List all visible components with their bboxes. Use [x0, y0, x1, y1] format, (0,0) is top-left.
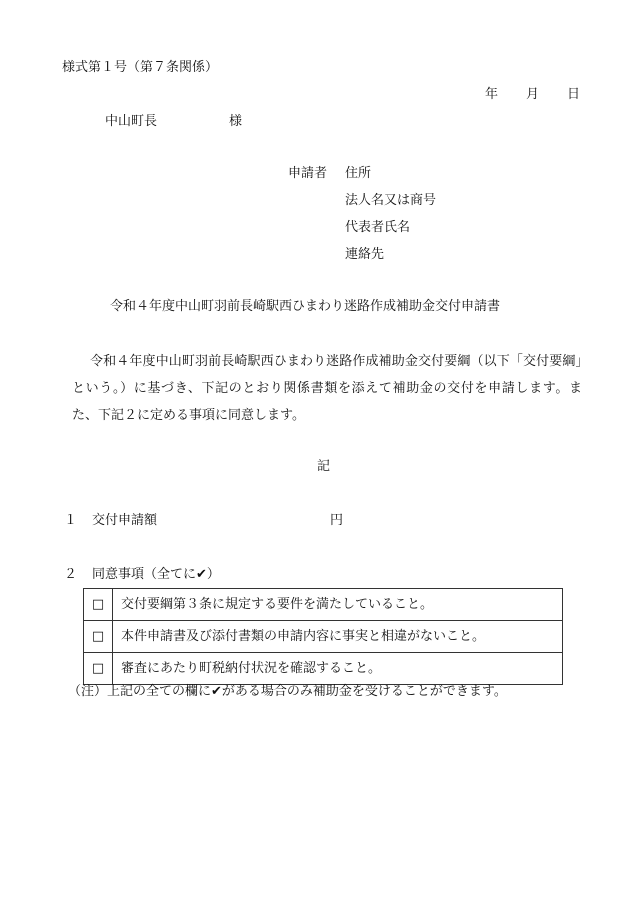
body-paragraph: 令和４年度中山町羽前長崎駅西ひまわり迷路作成補助金交付要綱（以下「交付要綱」という。）に基づき、下記のとおり関係書類を添えて補助金の交付を申請します。また、下記２に定める事項に同意します。 [72, 354, 582, 423]
consent-row [84, 589, 563, 621]
consent-row [84, 653, 563, 685]
consent-checkbox[interactable]: □ [84, 621, 113, 653]
item1-number: １ [64, 513, 78, 528]
item-application-amount [64, 512, 343, 530]
applicant-label: 申請者 [288, 166, 328, 181]
consent-text: 本件申請書及び添付書類の申請内容に事実と相違がないこと。 [113, 621, 563, 653]
footnote: （注）上記の全ての欄に✔がある場合のみ補助金を受けることができます。 [68, 684, 507, 699]
date-line [485, 86, 580, 104]
item2-number: ２ [64, 567, 78, 582]
consent-text: 交付要綱第３条に規定する要件を満たしていること。 [113, 589, 563, 621]
item1-label: 交付申請額 [92, 513, 158, 528]
honorific: 様 [229, 114, 243, 129]
applicant-field-address: 住所 [345, 166, 372, 181]
month-label: 月 [525, 87, 539, 102]
day-label: 日 [566, 87, 580, 102]
document-title: 令和４年度中山町羽前長崎駅西ひまわり迷路作成補助金交付申請書 [110, 299, 501, 314]
item2-label: 同意事項（全てに✔） [92, 567, 220, 582]
addressee-line [105, 113, 242, 131]
applicant-field-representative: 代表者氏名 [345, 220, 411, 235]
ki-heading: 記 [317, 459, 331, 474]
consent-text: 審査にあたり町税納付状況を確認すること。 [113, 653, 563, 685]
consent-checkbox[interactable]: □ [84, 653, 113, 685]
item-consent [64, 566, 220, 584]
consent-table [83, 588, 563, 685]
addressee: 中山町長 [105, 114, 158, 129]
applicant-field-corporate-name: 法人名又は商号 [345, 193, 437, 208]
form-number: 様式第１号（第７条関係） [62, 60, 219, 75]
applicant-field-contact: 連絡先 [345, 247, 385, 262]
item1-unit: 円 [330, 513, 344, 528]
consent-checkbox[interactable]: □ [84, 589, 113, 621]
year-label: 年 [484, 87, 498, 102]
consent-row [84, 621, 563, 653]
